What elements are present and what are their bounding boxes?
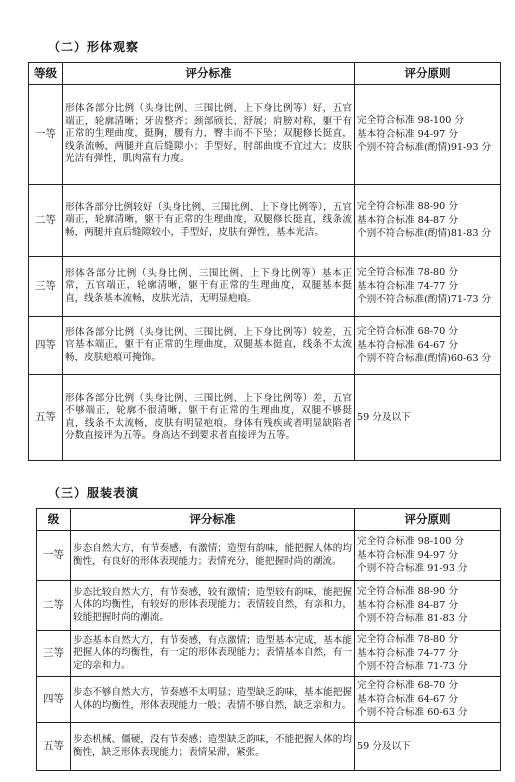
principle-cell: 完全符合标准 68-70 分 基本符合标准 64-67 分 个别不符合标准 60-63 分 [355,677,501,723]
standard-cell: 步态自然大方，有节奏感，有激情；造型有韵味，能把握人体的均衡性，有良好的形体表现能力；表情充分，能把握时尚的潮流。 [71,531,355,581]
level-cell: 五等 [37,723,71,771]
section-title-physique: （二）形体观察 [48,40,140,54]
level-cell: 五等 [29,375,63,461]
level-cell: 三等 [37,631,71,677]
level-cell: 一等 [29,85,63,185]
table-row [37,677,501,723]
level-cell: 二等 [29,185,63,257]
principle-cell: 完全符合标准 88-90 分 基本符合标准 84-87 分 个别不符合标准 81-83 分 [355,581,501,631]
level-cell: 一等 [37,531,71,581]
table-header-row [29,63,501,85]
principle-cell: 完全符合标准 68-70 分 基本符合标准 64-67 分 个别不符合标准(酌情)60-63 分 [355,317,501,375]
table-row [37,581,501,631]
principle-cell: 59 分及以下 [355,723,501,771]
principle-cell: 完全符合标准 78-80 分 基本符合标准 74-77 分 个别不符合标准(酌情)71-73 分 [355,257,501,317]
table-row [37,723,501,771]
table-row [29,85,501,185]
principle-cell: 完全符合标准 98-100 分 基本符合标准 94-97 分 个别不符合标准(酌情)91-93 分 [355,85,501,185]
fashion-show-scoring-table [36,508,501,771]
header-principle: 评分原则 [355,63,501,85]
table-row [29,317,501,375]
standard-cell: 形体各部分比例较好（头身比例、三围比例、上下身比例等），五官端正，轮廓清晰，躯干有正常的生理曲度，双腿修长挺直，线条流畅，两腿并直后缝隙较小，手型好，皮肤有弹性，基本光洁。 [63,185,355,257]
table-row [37,531,501,581]
level-cell: 四等 [37,677,71,723]
level-cell: 二等 [37,581,71,631]
standard-cell: 步态不够自然大方，节奏感不太明显；造型缺乏韵味，基本能把握人体的均衡性，形体表现能力一般；表情不够自然，缺乏亲和力。 [71,677,355,723]
table-row [29,257,501,317]
table-row [29,185,501,257]
standard-cell: 形体各部分比例（头身比例、三围比例、上下身比例等）差，五官不够端正，轮廓不很清晰，躯干有正常的生理曲度，双腿不够挺直，线条不太流畅，皮肤有明显疤痕。身体有残疾或者明显缺陷者分数直接评为五等。身高达不到要求者直接评为五等。 [63,375,355,461]
table-row [37,631,501,677]
standard-cell: 形体各部分比例（头身比例、三围比例、上下身比例等）较差，五官基本端正，躯干有正常的生理曲度，双腿基本挺直，线条不太流畅，皮肤疤痕可掩饰。 [63,317,355,375]
section-title-fashion-show: （三）服装表演 [48,486,140,500]
header-standard: 评分标准 [63,63,355,85]
header-level: 级 [37,509,71,531]
standard-cell: 步态机械、僵硬，没有节奏感；造型缺乏韵味，不能把握人体的均衡性，缺乏形体表现能力；表情呆滞，紧张。 [71,723,355,771]
principle-cell: 59 分及以下 [355,375,501,461]
principle-cell: 完全符合标准 78-80 分 基本符合标准 74-77 分 个别不符合标准 71-73 分 [355,631,501,677]
level-cell: 四等 [29,317,63,375]
header-level: 等级 [29,63,63,85]
standard-cell: 步态基本自然大方，有节奏感，有点激情；造型基本完成，基本能把握人体的均衡性，有一定的形体表现能力；表情基本自然，有一定的亲和力。 [71,631,355,677]
principle-cell: 完全符合标准 98-100 分 基本符合标准 94-97 分 个别不符合标准 91-93 分 [355,531,501,581]
level-cell: 三等 [29,257,63,317]
header-standard: 评分标准 [71,509,355,531]
table-header-row [37,509,501,531]
table-row [29,375,501,461]
standard-cell: 形体各部分比例（头身比例、三围比例、上下身比例等）基本正常，五官端正，轮廓清晰，躯干有正常的生理曲度，双腿基本挺直，线条基本流畅，皮肤光洁，无明显疤痕。 [63,257,355,317]
standard-cell: 形体各部分比例（头身比例、三围比例、上下身比例等）好，五官端正，轮廓清晰；牙齿整齐；颈部颀长、舒展；肩膀对称，躯干有正常的生理曲度，挺胸，腰有力，臀丰而不下坠；双腿修长挺直，线条流畅，两腿并直后缝隙小；手型好，肘部曲度不宜过大；皮肤光洁有弹性，肌肉富有力度。 [63,85,355,185]
header-principle: 评分原则 [355,509,501,531]
principle-cell: 完全符合标准 88-90 分 基本符合标准 84-87 分 个别不符合标准(酌情)81-83 分 [355,185,501,257]
physique-scoring-table [28,62,501,461]
standard-cell: 步态比较自然大方，有节奏感，较有激情；造型较有韵味，能把握人体的均衡性，有较好的形体表现能力；表情较自然，有亲和力，较能把握时尚的潮流。 [71,581,355,631]
